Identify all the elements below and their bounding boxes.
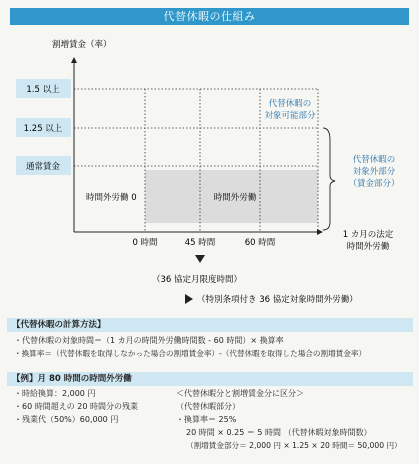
outside-label-3: （賃金部分） [348,179,400,189]
calc-line-1: ・代替休暇の対象時間＝（1 カ月の時間外労働時間数 - 60 時間）× 換算率 [14,336,284,345]
calc-heading: 【代替休暇の計算方法】 [7,318,413,332]
zero-overtime-label: 時間外労働 0 [86,193,137,203]
note-36-limit: （36 協定月限度時間） [152,275,243,285]
tick-0: 0 時間 [132,238,158,248]
right-triangle-icon [185,294,193,304]
down-triangle-icon [195,255,205,263]
tick-60: 60 時間 [244,238,276,248]
example-left-2: ・60 時間超えの 20 時間分の残業 [14,402,138,411]
example-left-1: ・時給換算：2,000 円 [14,389,96,398]
example-heading: 【例】月 80 時間の時間外労働 [7,372,413,386]
outside-label-1: 代替休暇の [352,155,396,165]
possible-label-1: 代替休暇の [268,99,312,109]
level-label-1: 1.5 以上 [26,85,60,95]
level-label-2: 1.25 以上 [23,124,63,134]
example-right-3: ・換算率＝ 25% [176,415,237,424]
x-axis-label-2: 時間外労働 [346,242,390,252]
example-right-1: ＜代替休暇分と割増賃金分に区分＞ [176,389,304,398]
page-title: 代替休暇の仕組み [10,8,409,25]
y-axis-label: 割増賃金（率） [52,40,112,50]
example-right-5: （割増賃金部分＝ 2,000 円 × 1.25 × 20 時間＝ 50,000 円） [186,441,402,450]
overtime-label: 時間外労働 [213,193,257,203]
possible-label-2: 対象可能部分 [264,111,316,121]
x-axis-label-1: 1 カ月の法定 [342,230,394,240]
example-left-3: ・残業代（50%）60,000 円 [14,415,119,424]
level-label-3: 通常賃金 [25,162,61,172]
example-right-4: 20 時間 × 0.25 ＝ 5 時間 （代替休暇対象時間数） [186,428,372,437]
tick-45: 45 時間 [184,238,216,248]
note-special-clause: （特別条項付き 36 協定対象時間外労働） [197,295,358,305]
outside-label-2: 対象外部分 [352,167,396,177]
example-right-2: （代替休暇部分） [176,402,240,411]
outside-bracket [323,128,335,230]
calc-line-2: ・換算率＝（代替休暇を取得しなかった場合の割増賃金率）-（代替休暇を取得した場合の割増賃金率） [14,349,367,358]
